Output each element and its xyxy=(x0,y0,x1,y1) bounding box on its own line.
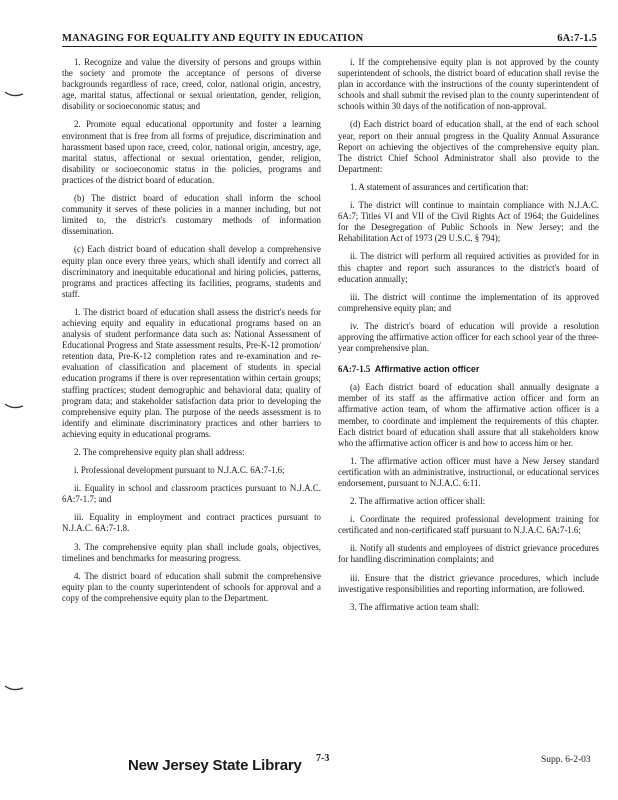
paragraph: 4. The district board of education shall submit the comprehensive equity plan to the county superintendent of schools for approval and a copy of the comprehensive equity plan to the Department. xyxy=(62,570,321,603)
left-column xyxy=(62,57,321,611)
paragraph: i. Professional development pursuant to N.J.A.C. 6A:7-1.6; xyxy=(74,465,285,476)
paragraph: 2. The affirmative action officer shall: xyxy=(350,496,486,507)
section-title: Affirmative action officer xyxy=(374,364,480,375)
paragraph: i. Coordinate the required professional development training for certificated and non-certificated staff pursuant to N.J.A.C. 6A:7-1.6; xyxy=(338,514,599,536)
header-rule xyxy=(62,46,597,47)
header-section-number: 6A:7-1.5 xyxy=(557,33,597,44)
paragraph: (d) Each district board of education shall, at the end of each school year, report on their annual progress in the Quality Annual Assurance Report on achieving the objectives of the comprehensive equity plan. The district Chief School Administrator shall also provide to the Department: xyxy=(338,119,599,174)
paragraph: i. The district will continue to maintain compliance with N.J.A.C. 6A:7; Titles VI and VII of the Civil Rights Act of 1964; the Guidelines for the Desegregation of Public Schools in New Jersey; and the Rehabilitation Act of 1973 (29 U.S.C. § 794); xyxy=(338,200,599,244)
paragraph: 2. Promote equal educational opportunity and foster a learning environment that is free from all forms of prejudice, discrimination and harassment based upon race, creed, color, national origin, ancestry, age, marital status, affectional or sexual orientation, gender, religion, disability or socioeconomic status in the policies, programs and practices of the district board of education. xyxy=(62,119,321,185)
paragraph: i. If the comprehensive equity plan is not approved by the county superintendent of schools, the district board of education shall revise the plan in accordance with the instructions of the county superintendent of schools and shall submit the revised plan to the county superintendent of schools within 30 days of the notification of non-approval. xyxy=(338,57,599,112)
paragraph: iii. Equality in employment and contract practices pursuant to N.J.A.C. 6A:7-1.8. xyxy=(62,512,321,534)
paragraph: iii. Ensure that the district grievance procedures, which include investigative responsibilities and reporting information, are followed. xyxy=(338,572,599,594)
paragraph: iv. The district's board of education will provide a resolution approving the affirmative action officer for each school year of the three-year comprehensive plan. xyxy=(338,320,599,354)
paragraph: 3. The comprehensive equity plan shall include goals, objectives, timelines and benchmarks for measuring progress. xyxy=(62,541,321,563)
paragraph: 1. The affirmative action officer must have a New Jersey standard certification with an administrative, instructional, or educational services endorsement, pursuant to N.J.A.C. 6:11. xyxy=(338,455,599,488)
header-title: MANAGING FOR EQUALITY AND EQUITY IN EDUCATION xyxy=(62,33,364,44)
paragraph: ii. Equality in school and classroom practices pursuant to N.J.A.C. 6A:7-1.7; and xyxy=(62,483,321,505)
paragraph: ii. Notify all students and employees of district grievance procedures for handling discrimination complaints; and xyxy=(338,543,599,565)
binding-mark-icon xyxy=(3,398,25,412)
library-logo: New Jersey State Library xyxy=(128,757,302,774)
binding-mark-icon xyxy=(3,680,25,694)
paragraph: 1. A statement of assurances and certification that: xyxy=(350,181,529,192)
paragraph: 2. The comprehensive equity plan shall address: xyxy=(74,447,245,457)
paragraph: (b) The district board of education shall inform the school community it serves of these policies in a manner including, but not limited to, the district's customary methods of information dissemination. xyxy=(62,193,321,237)
section-number: 6A:7-1.5 xyxy=(338,364,371,375)
paragraph: 3. The affirmative action team shall: xyxy=(350,601,479,612)
paragraph: ii. The district will perform all required activities as provided for in this chapter and report such assurances to the district's board of education annually; xyxy=(338,251,599,284)
paragraph: 1. Recognize and value the diversity of persons and groups within the society and promote the acceptance of persons of diverse backgrounds regardless of race, creed, color, national origin, ancestry, age, marital status, affectional or sexual orientation, gender, religion, disability or socioeconomic status; and xyxy=(62,57,321,112)
paragraph: iii. The district will continue the implementation of its approved comprehensive equity plan; and xyxy=(338,291,599,313)
supplement-date: Supp. 6-2-03 xyxy=(541,755,591,765)
paragraph: (a) Each district board of education shall annually designate a member of its staff as the affirmative action officer and form an affirmative action team, of whom the affirmative action officer is a member, to coordinate and implement the requirements of this chapter. Each district board of education shall assure that all stakeholders know who the affirmative action officer is and how to access him or her. xyxy=(338,382,599,448)
paragraph: 1. The district board of education shall assess the district's needs for achieving equity and equality in educational programs based on an analysis of student performance data such as: National Assessment of Educational Progress and State assessment results, Pre-K-12 promotion/ retention data, Pre-K-12 completion rates and re-examination and re-evaluation of classification and placement of students in special education programs if there is over representation within certain groups; staffing practices; student demographic and behavioral data; quality of program data; and stakeholder satisfaction data prior to developing the comprehensive equity plan. The purpose of the needs assessment is to identify and eliminate discriminatory practices and other barriers to achieving equity in educational programs. xyxy=(62,306,321,439)
binding-mark-icon xyxy=(3,86,25,100)
right-column xyxy=(338,57,599,620)
section-heading xyxy=(338,364,599,375)
paragraph: (c) Each district board of education shall develop a comprehensive equity plan once every three years, which shall identify and correct all discriminatory and inequitable educational and hiring policies, patterns, programs and practices affecting its facilities, programs, students and staff. xyxy=(62,244,321,299)
page-number: 7-3 xyxy=(316,753,330,764)
